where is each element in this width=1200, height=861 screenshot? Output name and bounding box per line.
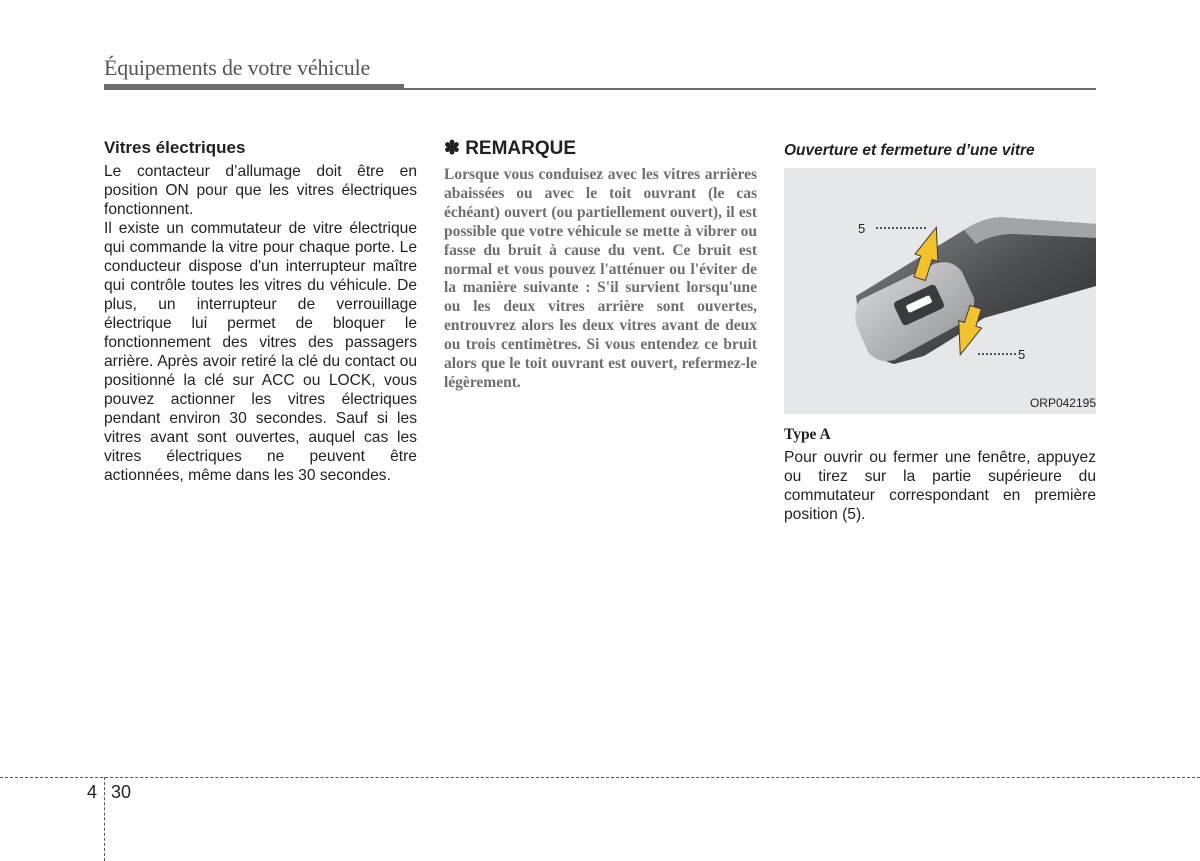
type-label: Type A — [784, 426, 831, 443]
window-switch-illustration — [784, 168, 1096, 414]
window-switch-drawing — [784, 168, 1096, 414]
chapter-number: 4 — [87, 782, 98, 802]
footer-rule — [0, 777, 1200, 778]
page-header-title: Équipements de votre véhicule — [104, 55, 371, 80]
header-accent-bar — [104, 84, 404, 90]
power-windows-section — [104, 138, 417, 485]
window-operation-section — [784, 142, 1096, 524]
paragraph-master-switch: Il existe un commutateur de vitre électrique qui commande la vitre pour chaque porte. Le conducteur dispose d'un interrupteur maître qui contrôle toutes les vitres du véhicule. De plus, un interrupteur de verrouillage électrique lui permet de bloquer le fonctionnement des vitres des passagers arrière. Après avoir retiré la clé du contact ou positionné la clé sur ACC ou LOCK, vous pouvez actionner les vitres électriques pendant environ 30 secondes. Sauf si les vitres avant sont ouvertes, auquel cas les vitres électriques ne peuvent être actionnées, même dans les 30 secondes. — [104, 220, 417, 484]
note-body: Lorsque vous conduisez avec les vitres arrières abaissées ou avec le toit ouvrant (le cas échéant) ouvert (ou partiellement ouvert), il est possible que votre véhicule se mette à vibrer ou fasse du bruit à cause du vent. Ce bruit est normal et vous pouvez l'atténuer ou l'éviter de la manière suivante : S'il survient lorsqu'une ou les deux vitres arrière sont ouvertes, entrouvrez alors les deux vitres avant de deux ou trois centimètres. Si vous entendez ce bruit alors que le toit ouvrant est ouvert, refermez-le légèrement. — [444, 166, 757, 391]
header-rule — [404, 88, 1096, 90]
page-number: 30 — [111, 782, 132, 802]
figure-caption: Ouverture et fermeture d’une vitre — [784, 142, 1035, 159]
figure-code: ORP042195 — [1029, 396, 1096, 410]
type-description: Pour ouvrir ou fermer une fenêtre, appuyez ou tirez sur la partie supérieure du commutateur correspondant en première position (5). — [784, 449, 1096, 523]
note-title: ✽ REMARQUE — [444, 138, 577, 159]
section-heading: Vitres électriques — [104, 138, 246, 157]
note-section — [444, 137, 757, 393]
label-up: 5 — [858, 221, 866, 236]
footer-divider — [104, 777, 105, 861]
paragraph-ignition: Le contacteur d’allumage doit être en position ON pour que les vitres électriques fonctionnent. — [104, 163, 417, 218]
label-down: 5 — [1018, 347, 1026, 362]
